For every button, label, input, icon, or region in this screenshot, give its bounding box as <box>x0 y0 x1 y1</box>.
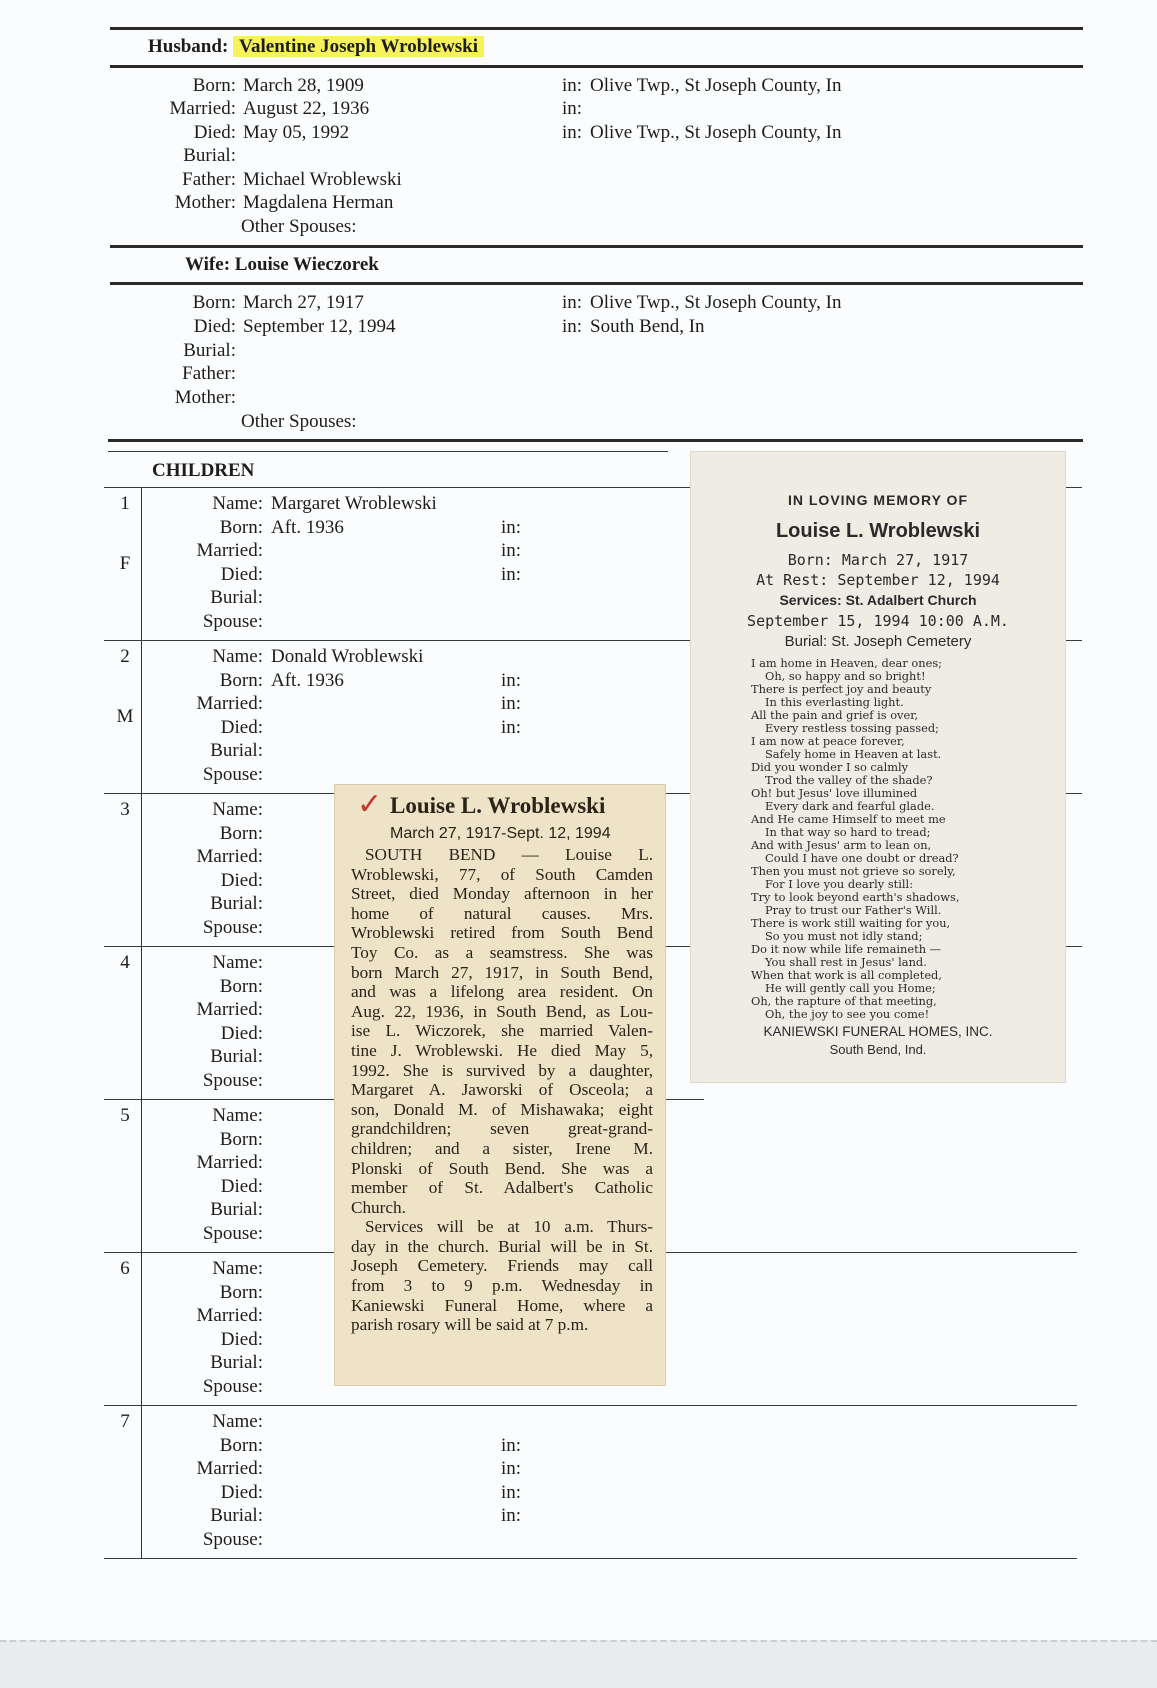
child-sex: M <box>116 706 134 727</box>
wife-other-spouses-label: Other Spouses: <box>241 411 357 432</box>
poem-line: Pray to trust our Father's Will. <box>765 903 942 917</box>
child-born-label: Born: <box>219 516 263 538</box>
obituary-line: Kaniewski Funeral Home, where a <box>351 1295 653 1315</box>
obituary-line: parish rosary will be said at 7 p.m. <box>351 1315 589 1335</box>
child-died-label: Died: <box>220 1481 263 1503</box>
obituary-line: Wroblewski retired from South Bend <box>351 923 653 943</box>
obituary-clipping <box>335 785 665 1385</box>
wife-died-place: South Bend, In <box>590 316 705 337</box>
child-number: 4 <box>120 952 130 973</box>
row-rule-stub <box>1065 793 1082 794</box>
child-married-in-label: in: <box>501 693 522 715</box>
child-born-in-label: in: <box>501 516 522 538</box>
obituary-line: Joseph Cemetery. Friends may call <box>351 1256 653 1276</box>
poem-line: There is perfect joy and beauty <box>751 682 932 696</box>
husband-label: Husband: <box>148 36 229 57</box>
husband-died-in-label: in: <box>562 122 583 143</box>
memorial-services: Services: St. Adalbert Church <box>779 592 977 608</box>
poem-line: When that work is all completed, <box>751 968 942 982</box>
memorial-funeral-home: KANIEWSKI FUNERAL HOMES, INC. <box>763 1024 993 1039</box>
poem-line: Try to look beyond earth's shadows, <box>751 890 960 904</box>
husband-died-label: Died: <box>193 122 236 143</box>
child-spouse-label: Spouse: <box>202 611 263 632</box>
scan-edge <box>0 1640 1157 1688</box>
child-sex: F <box>119 553 131 574</box>
poem-line: I am home in Heaven, dear ones; <box>751 656 943 670</box>
poem-line: All the pain and grief is over, <box>751 708 919 722</box>
poem-line: Could I have one doubt or dread? <box>765 851 959 865</box>
poem-line: I am now at peace forever, <box>751 734 905 748</box>
husband-father-label: Father: <box>182 169 236 190</box>
poem-line: There is work still waiting for you, <box>751 916 951 930</box>
memorial-city: South Bend, Ind. <box>829 1042 927 1057</box>
child-spouse-label: Spouse: <box>202 1070 263 1091</box>
child-burial-in-label: in: <box>501 1505 522 1527</box>
child-died-label: Died: <box>220 869 263 891</box>
children-heading: CHILDREN <box>152 460 255 481</box>
wife-label: Wife: <box>185 254 231 275</box>
wife-died-in-label: in: <box>562 316 583 337</box>
poem-line: Do it now while life remaineth — <box>751 942 942 956</box>
husband-married-label: Married: <box>169 98 236 119</box>
child-burial-label: Burial: <box>210 1505 263 1527</box>
child-number: 5 <box>120 1105 130 1126</box>
child-number: 1 <box>120 493 130 514</box>
wife-died: September 12, 1994 <box>243 316 396 337</box>
child-married-in-label: in: <box>501 540 522 562</box>
husband-rule <box>110 65 1083 68</box>
child-name: Donald Wroblewski <box>271 646 424 667</box>
memorial-poem <box>751 657 1041 1021</box>
child-died-in-label: in: <box>501 563 522 585</box>
child-burial-label: Burial: <box>210 1199 263 1221</box>
row-rule-stub <box>1065 487 1082 488</box>
memorial-burial: Burial: St. Joseph Cemetery <box>784 633 972 650</box>
obituary-line: Street, died Monday afternoon in her <box>351 884 653 904</box>
obituary-line: children; and a sister, Irene M. <box>351 1138 653 1158</box>
obituary-line: son, Donald M. of Mishawaka; eight <box>351 1099 653 1119</box>
child-name-label: Name: <box>212 1105 263 1126</box>
poem-line: And with Jesus' arm to lean on, <box>751 838 932 852</box>
memorial-rest: At Rest: September 12, 1994 <box>756 571 1000 589</box>
child-died-in-label: in: <box>501 1481 522 1503</box>
obituary-line: SOUTH BEND — Louise L. <box>365 845 653 864</box>
child-burial-label: Burial: <box>210 1352 263 1374</box>
husband-married-in-label: in: <box>562 98 583 119</box>
child-burial-label: Burial: <box>210 740 263 762</box>
obituary-line: tine J. Wroblewski. He died May 5, <box>351 1040 653 1060</box>
obituary-line: born March 27, 1917, in South Bend, <box>351 962 653 982</box>
child-name-label: Name: <box>212 1411 263 1432</box>
wife-burial-label: Burial: <box>183 340 236 361</box>
obituary-line: Services will be at 10 a.m. Thurs- <box>365 1217 653 1237</box>
obituary-title: Louise L. Wroblewski <box>390 793 606 818</box>
obituary-line: from 3 to 9 p.m. Wednesday in <box>351 1276 653 1296</box>
child-married-label: Married: <box>196 693 263 715</box>
poem-line: For I love you dearly still: <box>765 877 914 891</box>
wife-born-place: Olive Twp., St Joseph County, In <box>590 292 842 313</box>
obituary-dates: March 27, 1917-Sept. 12, 1994 <box>390 825 611 842</box>
child-died-label: Died: <box>220 716 263 738</box>
poem-line: Oh! but Jesus' love illumined <box>751 786 918 800</box>
child-born-label: Born: <box>219 975 263 997</box>
memorial-name: Louise L. Wroblewski <box>775 520 981 542</box>
husband-died: May 05, 1992 <box>243 122 350 143</box>
poem-line: Every dark and fearful glade. <box>765 799 935 813</box>
child-born-in-label: in: <box>501 1434 522 1456</box>
row-rule-stub <box>1065 946 1082 947</box>
top-rule <box>110 27 1083 30</box>
child-number: 7 <box>120 1411 130 1432</box>
memorial-card <box>691 452 1065 1082</box>
child-number: 3 <box>120 799 130 820</box>
obituary-line: Wroblewski, 77, of South Camden <box>351 864 653 884</box>
wife-born: March 27, 1917 <box>243 292 364 313</box>
child-married-label: Married: <box>196 846 263 868</box>
child-1-top-rule <box>104 487 694 488</box>
child-born-label: Born: <box>219 669 263 691</box>
child-died-in-label: in: <box>501 716 522 738</box>
child-born-label: Born: <box>219 1281 263 1303</box>
obituary-line: day in the church. Burial will be in St. <box>351 1236 653 1256</box>
wife-rule <box>110 282 1083 285</box>
memorial-born: Born: March 27, 1917 <box>787 551 969 569</box>
child-name: Margaret Wroblewski <box>271 493 437 514</box>
wife-mother-label: Mother: <box>174 387 236 408</box>
wife-father-label: Father: <box>182 363 236 384</box>
poem-line: Oh, the joy to see you come! <box>765 1007 930 1021</box>
husband-born-label: Born: <box>192 75 236 96</box>
husband-born-in-label: in: <box>562 75 583 96</box>
child-name-label: Name: <box>212 799 263 820</box>
child-married-label: Married: <box>196 540 263 562</box>
row-rule-stub <box>1065 640 1082 641</box>
husband-born-place: Olive Twp., St Joseph County, In <box>590 75 842 96</box>
husband-married: August 22, 1936 <box>243 98 370 119</box>
obituary-line: Church. <box>351 1197 406 1217</box>
child-married-label: Married: <box>196 1305 263 1327</box>
child-born: Aft. 1936 <box>271 516 344 538</box>
husband-header <box>148 36 484 58</box>
child-spouse-label: Spouse: <box>202 1223 263 1244</box>
wife-died-label: Died: <box>193 316 236 337</box>
poem-line: Safely home in Heaven at last. <box>765 747 942 761</box>
poem-line: Trod the valley of the shade? <box>765 773 933 787</box>
obituary-line: Toy Co. as a seamstress. She was <box>351 942 653 962</box>
poem-line: Oh, so happy and so bright! <box>765 669 926 683</box>
child-row-rule <box>104 640 694 641</box>
child-spouse-label: Spouse: <box>202 1529 263 1550</box>
child-born-in-label: in: <box>501 669 522 691</box>
poem-line: He will gently call you Home; <box>765 981 936 995</box>
child-spouse-label: Spouse: <box>202 764 263 785</box>
child-married-label: Married: <box>196 1458 263 1480</box>
child-died-label: Died: <box>220 1328 263 1350</box>
memorial-heading: IN LOVING MEMORY OF <box>787 492 968 508</box>
husband-born: March 28, 1909 <box>243 75 364 96</box>
child-died-label: Died: <box>220 1175 263 1197</box>
obituary-line: Margaret A. Jaworski of Osceola; a <box>351 1080 653 1100</box>
child-married-in-label: in: <box>501 1458 522 1480</box>
child-burial-label: Burial: <box>210 587 263 609</box>
obituary-line: and was a lifelong area resident. On <box>351 982 653 1002</box>
child-born-label: Born: <box>219 1434 263 1456</box>
child-row-rule <box>104 1558 1077 1559</box>
poem-line: So you must not idly stand; <box>765 929 923 943</box>
wife-born-in-label: in: <box>562 292 583 313</box>
child-spouse-label: Spouse: <box>202 917 263 938</box>
husband-other-spouses-label: Other Spouses: <box>241 216 357 237</box>
child-name-label: Name: <box>212 1258 263 1279</box>
checkmark-icon: ✓ <box>357 788 383 821</box>
obituary-line: grandchildren; seven great-grand- <box>351 1119 653 1139</box>
wife-header <box>185 254 379 276</box>
poem-line: Did you wonder I so calmly <box>751 760 909 774</box>
obituary-line: Aug. 22, 1936, in South Bend, as Lou- <box>351 1001 653 1021</box>
child-burial-label: Burial: <box>210 1046 263 1068</box>
child-burial-label: Burial: <box>210 893 263 915</box>
poem-line: In that way so hard to tread; <box>765 825 931 839</box>
wife-name: Louise Wieczorek <box>234 254 379 275</box>
child-number: 6 <box>120 1258 130 1279</box>
child-name-label: Name: <box>212 952 263 973</box>
husband-died-place: Olive Twp., St Joseph County, In <box>590 122 842 143</box>
children-subrule <box>108 451 668 452</box>
obituary-line: home of natural causes. Mrs. <box>351 903 653 923</box>
husband-name: Valentine Joseph Wroblewski <box>233 36 484 57</box>
wife-born-label: Born: <box>192 292 236 313</box>
child-born-label: Born: <box>219 822 263 844</box>
child-name-label: Name: <box>212 646 263 667</box>
poem-line: In this everlasting light. <box>765 695 904 709</box>
husband-burial-label: Burial: <box>183 145 236 166</box>
child-born: Aft. 1936 <box>271 669 344 691</box>
poem-line: And He came Himself to meet me <box>751 812 946 826</box>
obituary-line: Plonski of South Bend. She was a <box>351 1158 653 1178</box>
child-married-label: Married: <box>196 999 263 1021</box>
child-married-label: Married: <box>196 1152 263 1174</box>
child-died-label: Died: <box>220 1022 263 1044</box>
husband-father: Michael Wroblewski <box>243 169 402 190</box>
child-died-label: Died: <box>220 563 263 585</box>
poem-line: Every restless tossing passed; <box>765 721 939 735</box>
children-top-rule <box>108 439 1083 442</box>
obituary-body <box>351 845 653 1335</box>
child-spouse-label: Spouse: <box>202 1376 263 1397</box>
wife-top-rule <box>110 245 1083 248</box>
husband-mother: Magdalena Herman <box>243 192 394 213</box>
husband-mother-label: Mother: <box>174 192 236 213</box>
child-born-label: Born: <box>219 1128 263 1150</box>
obituary-line: member of St. Adalbert's Catholic <box>351 1178 653 1198</box>
child-name-label: Name: <box>212 493 263 514</box>
child-number: 2 <box>120 646 130 667</box>
poem-line: You shall rest in Jesus' land. <box>765 955 927 969</box>
poem-line: Then you must not grieve so sorely, <box>751 864 956 878</box>
memorial-service-time: September 15, 1994 10:00 A.M. <box>747 612 1009 630</box>
obituary-line: ise L. Wiczorek, she married Valen- <box>351 1021 653 1041</box>
poem-line: Oh, the rapture of that meeting, <box>751 994 937 1008</box>
obituary-line: 1992. She is survived by a daughter, <box>351 1060 653 1080</box>
child-row-rule <box>104 1405 1077 1406</box>
